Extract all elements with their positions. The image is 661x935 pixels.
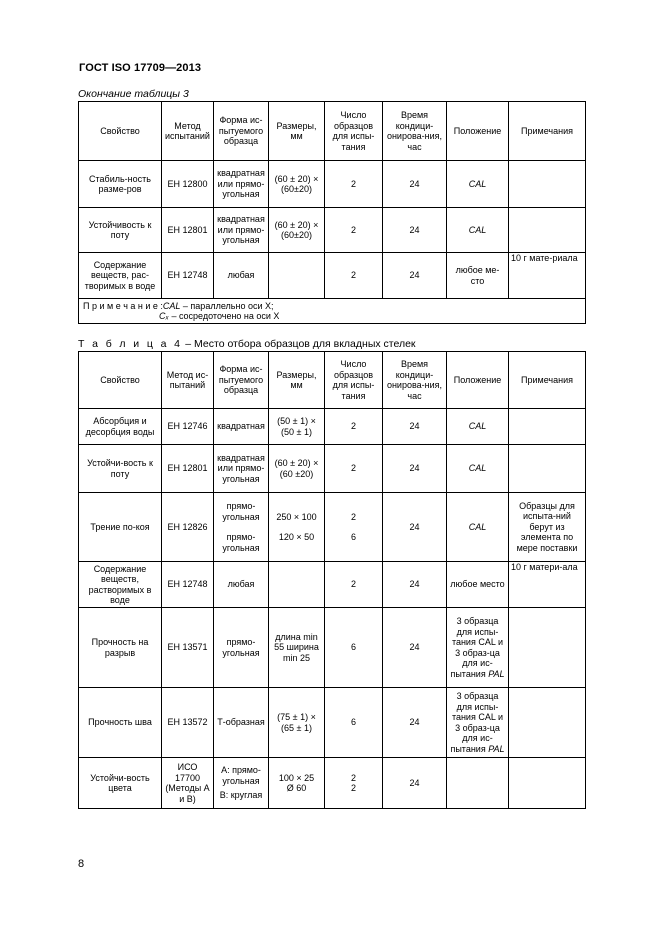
- cell-note: [509, 161, 586, 208]
- table-row: [79, 161, 586, 208]
- table-row: [79, 409, 586, 445]
- table4-caption-text: – Место отбора образцов для вкладных стелек: [182, 338, 416, 350]
- cell-property: Устойчивость к поту: [79, 208, 162, 253]
- col-header: Метод испытаний: [162, 102, 214, 161]
- cell-size: (50 ± 1) × (50 ± 1): [269, 409, 325, 445]
- cell-method: ЕН 13572: [162, 688, 214, 758]
- shape-line: прямо-угольная: [222, 501, 260, 522]
- cell-method: ЕН 12801: [162, 208, 214, 253]
- cell-property: Стабиль-ность разме-ров: [79, 161, 162, 208]
- cell-position: любое ме-сто: [447, 253, 509, 299]
- table4-caption-label: Т а б л и ц а 4: [78, 338, 183, 350]
- col-header: Положение: [447, 102, 509, 161]
- col-header: Примечания: [509, 352, 586, 409]
- cell-count: 6: [325, 608, 383, 688]
- cell-property: Абсорбция и десорбция воды: [79, 409, 162, 445]
- cell-position: CAL: [447, 161, 509, 208]
- col-header: Время кондици-онирова-ния, час: [383, 352, 447, 409]
- cell-method: ЕН 12748: [162, 562, 214, 608]
- col-header: Примечания: [509, 102, 586, 161]
- table3-caption: Окончание таблицы 3: [78, 88, 189, 100]
- table-row: [79, 758, 586, 809]
- cell-size: (75 ± 1) × (65 ± 1): [269, 688, 325, 758]
- position-text: 3 образца для испы-тания CAL и 3 образ-ца для ис-пытания: [450, 616, 504, 679]
- cell-note: Образцы для испыта-ний берут из элемента по мере поставки: [509, 493, 586, 562]
- cell-time: 24: [383, 409, 447, 445]
- cell-position: CAL: [447, 208, 509, 253]
- cell-size: [269, 562, 325, 608]
- table-row: [79, 208, 586, 253]
- cell-time: 24: [383, 758, 447, 809]
- cell-method: ЕН 13571: [162, 608, 214, 688]
- cell-time: 24: [383, 253, 447, 299]
- footnote-code: CAL: [162, 300, 181, 311]
- cell-note: [509, 208, 586, 253]
- cell-count: 2: [325, 409, 383, 445]
- cell-position: [447, 688, 509, 758]
- col-header: Размеры, мм: [269, 102, 325, 161]
- size-line: 250 × 100: [276, 511, 317, 522]
- col-header: Свойство: [79, 352, 162, 409]
- size-line: 120 × 50: [278, 532, 315, 542]
- cell-note: [509, 688, 586, 758]
- cell-shape: квадратная или прямо-угольная: [214, 445, 269, 493]
- footnote-code: Cₓ: [159, 311, 169, 321]
- cell-property: Прочность шва: [79, 688, 162, 758]
- size-line: Ø 60: [286, 783, 307, 793]
- shape-line: А: прямо-угольная: [221, 765, 261, 786]
- cell-method: ЕН 12748: [162, 253, 214, 299]
- cell-method: ЕН 12746: [162, 409, 214, 445]
- cell-property: Содержание веществ, рас-творимых в воде: [79, 253, 162, 299]
- table-row: [79, 253, 586, 299]
- shape-line: В: круглая: [219, 790, 263, 801]
- table4-caption: [78, 338, 416, 350]
- cell-size: [269, 758, 325, 809]
- cell-time: 24: [383, 688, 447, 758]
- cell-note: 10 г матери-ала: [509, 562, 586, 608]
- col-header: Положение: [447, 352, 509, 409]
- cell-property: Устойчи-вость к поту: [79, 445, 162, 493]
- cell-size: [269, 253, 325, 299]
- position-text: 3 образца для испы-тания CAL и 3 образ-ца для ис-пытания: [450, 691, 504, 754]
- position-code: PAL: [488, 668, 505, 679]
- col-header: Размеры, мм: [269, 352, 325, 409]
- cell-shape: [214, 758, 269, 809]
- count-line: 6: [350, 532, 356, 542]
- cell-note: [509, 758, 586, 809]
- cell-position: CAL: [447, 409, 509, 445]
- table3: [78, 101, 586, 324]
- count-line: 2: [350, 511, 356, 522]
- cell-property: Устойчи-вость цвета: [79, 758, 162, 809]
- cell-shape: квадратная или прямо-угольная: [214, 208, 269, 253]
- table-row: [79, 562, 586, 608]
- cell-shape: квадратная или прямо-угольная: [214, 161, 269, 208]
- cell-method: ЕН 12801: [162, 445, 214, 493]
- col-header: Время кондици-онирова-ния, час: [383, 102, 447, 161]
- cell-shape: [214, 493, 269, 562]
- cell-time: 24: [383, 493, 447, 562]
- cell-count: [325, 493, 383, 562]
- cell-property: Прочность на разрыв: [79, 608, 162, 688]
- cell-time: 24: [383, 608, 447, 688]
- table4: [78, 351, 586, 809]
- cell-count: 2: [325, 253, 383, 299]
- table-row: [79, 445, 586, 493]
- cell-size: (60 ± 20) × (60 ±20): [269, 445, 325, 493]
- cell-position: CAL: [447, 445, 509, 493]
- table-row: [79, 608, 586, 688]
- cell-time: 24: [383, 562, 447, 608]
- size-line: 100 × 25: [278, 772, 315, 783]
- cell-shape: любая: [214, 253, 269, 299]
- footnote-text: – сосредоточено на оси X: [168, 311, 280, 321]
- col-header: Метод ис-пытаний: [162, 352, 214, 409]
- col-header: Число образцов для испы-тания: [325, 352, 383, 409]
- table-row: [79, 688, 586, 758]
- cell-note: 10 г мате-риала: [509, 253, 586, 299]
- cell-shape: прямо-угольная: [214, 608, 269, 688]
- footnote-label: П р и м е ч а н и е :: [83, 300, 163, 311]
- cell-position: [447, 608, 509, 688]
- cell-size: [269, 493, 325, 562]
- cell-count: 2: [325, 208, 383, 253]
- col-header: Форма ис-пытуемого образца: [214, 352, 269, 409]
- cell-note: [509, 608, 586, 688]
- cell-method: ЕН 12826: [162, 493, 214, 562]
- cell-property: Трение по-коя: [79, 493, 162, 562]
- cell-count: 6: [325, 688, 383, 758]
- cell-shape: квадратная: [214, 409, 269, 445]
- page-number: 8: [78, 858, 85, 870]
- cell-method: ЕН 12800: [162, 161, 214, 208]
- cell-note: [509, 409, 586, 445]
- cell-time: 24: [383, 445, 447, 493]
- cell-size: (60 ± 20) × (60±20): [269, 161, 325, 208]
- count-line: 2: [350, 783, 356, 793]
- cell-property: Содержание веществ, растворимых в воде: [79, 562, 162, 608]
- shape-line: прямо-угольная: [222, 532, 260, 553]
- cell-position: любое место: [447, 562, 509, 608]
- cell-count: [325, 758, 383, 809]
- col-header: Свойство: [79, 102, 162, 161]
- cell-position: [447, 758, 509, 809]
- cell-time: 24: [383, 208, 447, 253]
- cell-time: 24: [383, 161, 447, 208]
- cell-method: ИСО 17700 (Методы А и В): [162, 758, 214, 809]
- table3-footnote-row: [79, 299, 586, 324]
- cell-count: 2: [325, 161, 383, 208]
- table3-footnote: [79, 299, 586, 324]
- cell-size: (60 ± 20) × (60±20): [269, 208, 325, 253]
- document-header: ГОСТ ISO 17709—2013: [79, 62, 202, 74]
- cell-position: CAL: [447, 493, 509, 562]
- cell-shape: Т-образная: [214, 688, 269, 758]
- count-line: 2: [350, 772, 356, 783]
- col-header: Число образцов для испы-тания: [325, 102, 383, 161]
- cell-shape: любая: [214, 562, 269, 608]
- table4-header-row: [79, 352, 586, 409]
- table-row: [79, 493, 586, 562]
- table3-header-row: [79, 102, 586, 161]
- cell-count: 2: [325, 562, 383, 608]
- col-header: Форма ис-пытуемого образца: [214, 102, 269, 161]
- position-code: PAL: [488, 743, 505, 754]
- footnote-text: – параллельно оси X;: [180, 300, 274, 311]
- cell-count: 2: [325, 445, 383, 493]
- cell-size: длина min 55 ширина min 25: [269, 608, 325, 688]
- cell-note: [509, 445, 586, 493]
